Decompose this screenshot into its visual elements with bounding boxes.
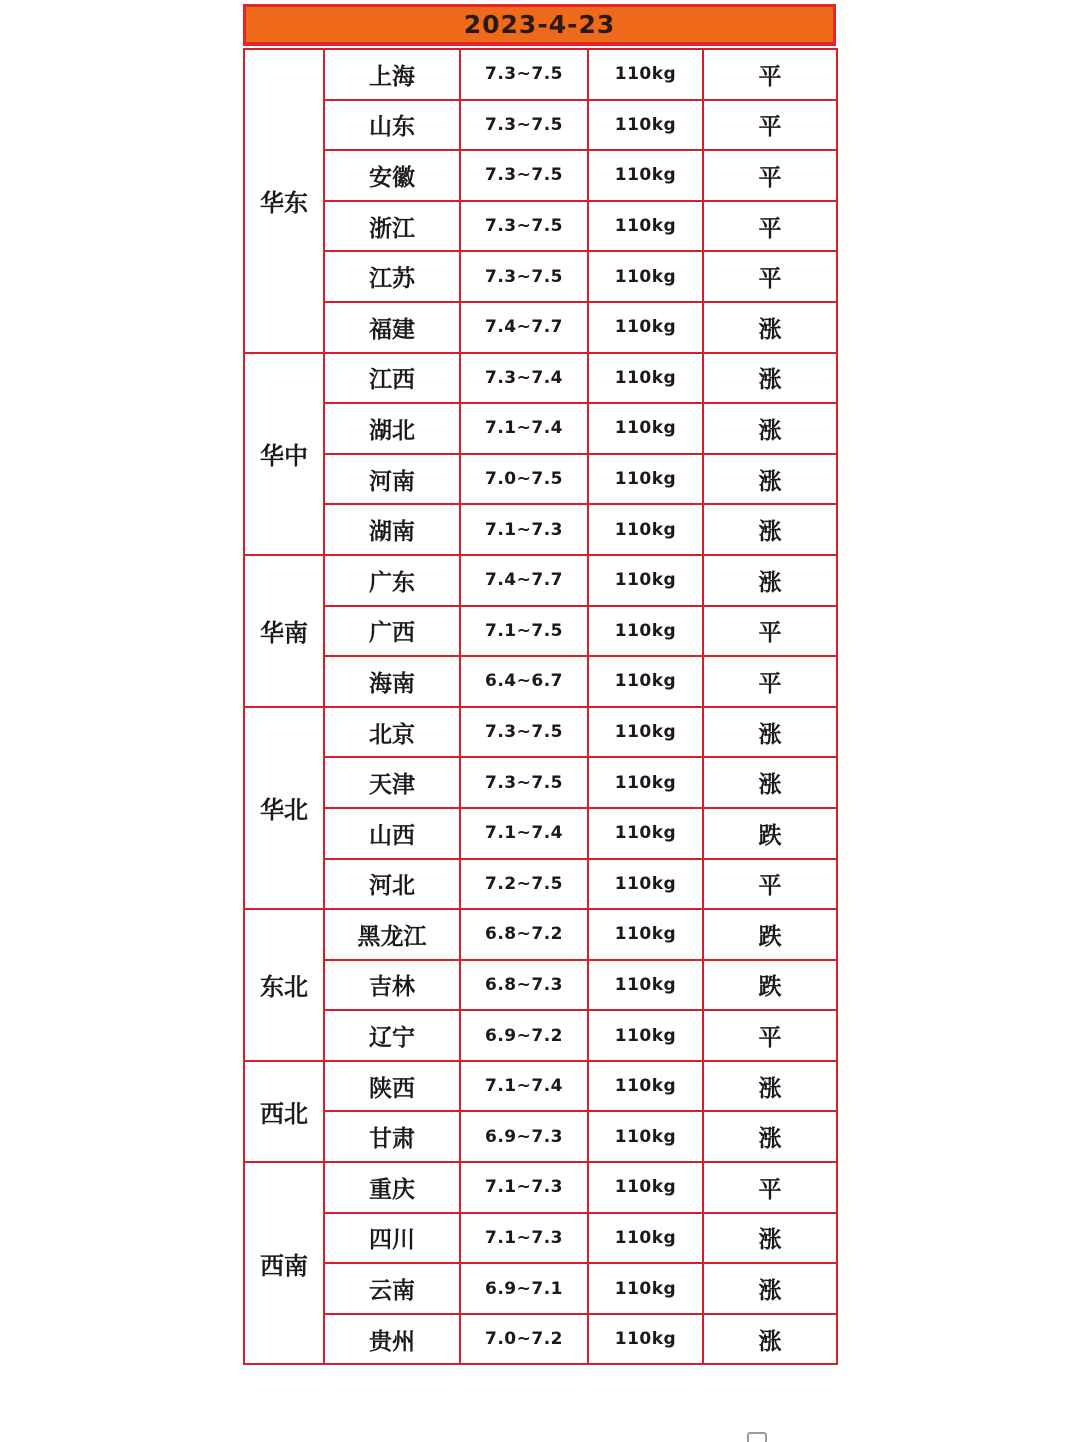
weight-cell: 110kg (588, 353, 703, 404)
province-cell: 湖南 (324, 504, 460, 555)
price-cell: 7.2~7.5 (460, 859, 588, 910)
weight-cell: 110kg (588, 1061, 703, 1112)
trend-cell: 平 (703, 656, 837, 707)
trend-cell: 涨 (703, 757, 837, 808)
province-cell: 安徽 (324, 150, 460, 201)
price-cell: 7.0~7.2 (460, 1314, 588, 1365)
date-header (243, 4, 836, 46)
weight-cell: 110kg (588, 960, 703, 1011)
price-table (243, 48, 838, 1365)
province-cell: 重庆 (324, 1162, 460, 1213)
price-cell: 7.4~7.7 (460, 555, 588, 606)
trend-cell: 涨 (703, 403, 837, 454)
date-label: 2023-4-23 (463, 10, 616, 39)
price-cell: 7.3~7.5 (460, 707, 588, 758)
province-cell: 广西 (324, 606, 460, 657)
weight-cell: 110kg (588, 504, 703, 555)
table-row (244, 1010, 837, 1061)
table-row (244, 353, 837, 404)
province-cell: 黑龙江 (324, 909, 460, 960)
table-row (244, 656, 837, 707)
province-cell: 北京 (324, 707, 460, 758)
province-cell: 吉林 (324, 960, 460, 1011)
price-cell: 7.3~7.5 (460, 251, 588, 302)
region-cell: 华北 (244, 707, 324, 909)
trend-cell: 涨 (703, 1213, 837, 1264)
trend-cell: 涨 (703, 1061, 837, 1112)
region-cell: 华中 (244, 353, 324, 555)
weight-cell: 110kg (588, 403, 703, 454)
trend-cell: 平 (703, 150, 837, 201)
province-cell: 河南 (324, 454, 460, 505)
trend-cell: 涨 (703, 1263, 837, 1314)
weight-cell: 110kg (588, 150, 703, 201)
region-cell: 西北 (244, 1061, 324, 1162)
weight-cell: 110kg (588, 606, 703, 657)
weight-cell: 110kg (588, 201, 703, 252)
table-row (244, 555, 837, 606)
province-cell: 海南 (324, 656, 460, 707)
table-row (244, 606, 837, 657)
price-cell: 7.1~7.3 (460, 504, 588, 555)
weight-cell: 110kg (588, 707, 703, 758)
trend-cell: 平 (703, 251, 837, 302)
province-cell: 湖北 (324, 403, 460, 454)
price-cell: 7.3~7.5 (460, 757, 588, 808)
trend-cell: 涨 (703, 302, 837, 353)
table-row (244, 1213, 837, 1264)
trend-cell: 涨 (703, 1111, 837, 1162)
province-cell: 上海 (324, 49, 460, 100)
region-cell: 东北 (244, 909, 324, 1061)
weight-cell: 110kg (588, 757, 703, 808)
table-row (244, 757, 837, 808)
table-row (244, 1263, 837, 1314)
province-cell: 山西 (324, 808, 460, 859)
table-row (244, 1061, 837, 1112)
price-cell: 7.3~7.5 (460, 201, 588, 252)
province-cell: 天津 (324, 757, 460, 808)
province-cell: 浙江 (324, 201, 460, 252)
table-row (244, 49, 837, 100)
table-row (244, 707, 837, 758)
province-cell: 山东 (324, 100, 460, 151)
weight-cell: 110kg (588, 100, 703, 151)
region-cell: 西南 (244, 1162, 324, 1364)
trend-cell: 平 (703, 859, 837, 910)
table-row (244, 201, 837, 252)
table-row (244, 302, 837, 353)
region-cell: 华南 (244, 555, 324, 707)
trend-cell: 平 (703, 1162, 837, 1213)
price-cell: 7.3~7.5 (460, 150, 588, 201)
weight-cell: 110kg (588, 909, 703, 960)
weight-cell: 110kg (588, 808, 703, 859)
province-cell: 福建 (324, 302, 460, 353)
trend-cell: 涨 (703, 353, 837, 404)
province-cell: 贵州 (324, 1314, 460, 1365)
trend-cell: 涨 (703, 1314, 837, 1365)
province-cell: 江苏 (324, 251, 460, 302)
weight-cell: 110kg (588, 454, 703, 505)
table-row (244, 960, 837, 1011)
weight-cell: 110kg (588, 1111, 703, 1162)
weight-cell: 110kg (588, 302, 703, 353)
price-cell: 6.8~7.2 (460, 909, 588, 960)
weight-cell: 110kg (588, 1010, 703, 1061)
price-cell: 7.1~7.5 (460, 606, 588, 657)
weight-cell: 110kg (588, 859, 703, 910)
trend-cell: 平 (703, 1010, 837, 1061)
price-table-body (244, 49, 837, 1364)
table-row (244, 1111, 837, 1162)
table-row (244, 909, 837, 960)
trend-cell: 平 (703, 606, 837, 657)
weight-cell: 110kg (588, 1213, 703, 1264)
price-cell: 7.1~7.4 (460, 808, 588, 859)
weight-cell: 110kg (588, 555, 703, 606)
table-row (244, 808, 837, 859)
table-row (244, 504, 837, 555)
trend-cell: 跌 (703, 808, 837, 859)
scroll-indicator-icon (747, 1432, 767, 1442)
price-cell: 7.1~7.3 (460, 1162, 588, 1213)
trend-cell: 跌 (703, 960, 837, 1011)
province-cell: 云南 (324, 1263, 460, 1314)
price-cell: 7.0~7.5 (460, 454, 588, 505)
price-sheet (243, 4, 836, 1365)
weight-cell: 110kg (588, 1263, 703, 1314)
price-cell: 6.9~7.1 (460, 1263, 588, 1314)
province-cell: 河北 (324, 859, 460, 910)
province-cell: 广东 (324, 555, 460, 606)
trend-cell: 平 (703, 49, 837, 100)
province-cell: 甘肃 (324, 1111, 460, 1162)
price-cell: 6.4~6.7 (460, 656, 588, 707)
province-cell: 辽宁 (324, 1010, 460, 1061)
province-cell: 陕西 (324, 1061, 460, 1112)
price-cell: 7.4~7.7 (460, 302, 588, 353)
table-row (244, 150, 837, 201)
weight-cell: 110kg (588, 49, 703, 100)
weight-cell: 110kg (588, 251, 703, 302)
price-cell: 6.9~7.2 (460, 1010, 588, 1061)
price-cell: 7.1~7.4 (460, 1061, 588, 1112)
trend-cell: 涨 (703, 707, 837, 758)
trend-cell: 平 (703, 100, 837, 151)
trend-cell: 平 (703, 201, 837, 252)
trend-cell: 涨 (703, 504, 837, 555)
trend-cell: 涨 (703, 454, 837, 505)
weight-cell: 110kg (588, 1314, 703, 1365)
trend-cell: 涨 (703, 555, 837, 606)
price-cell: 7.3~7.4 (460, 353, 588, 404)
weight-cell: 110kg (588, 1162, 703, 1213)
table-row (244, 1162, 837, 1213)
price-cell: 7.1~7.3 (460, 1213, 588, 1264)
table-row (244, 859, 837, 910)
province-cell: 四川 (324, 1213, 460, 1264)
table-row (244, 251, 837, 302)
price-cell: 6.9~7.3 (460, 1111, 588, 1162)
region-cell: 华东 (244, 49, 324, 353)
price-cell: 7.3~7.5 (460, 100, 588, 151)
price-cell: 7.3~7.5 (460, 49, 588, 100)
province-cell: 江西 (324, 353, 460, 404)
price-cell: 7.1~7.4 (460, 403, 588, 454)
table-row (244, 1314, 837, 1365)
weight-cell: 110kg (588, 656, 703, 707)
table-row (244, 454, 837, 505)
price-cell: 6.8~7.3 (460, 960, 588, 1011)
table-row (244, 100, 837, 151)
table-row (244, 403, 837, 454)
trend-cell: 跌 (703, 909, 837, 960)
